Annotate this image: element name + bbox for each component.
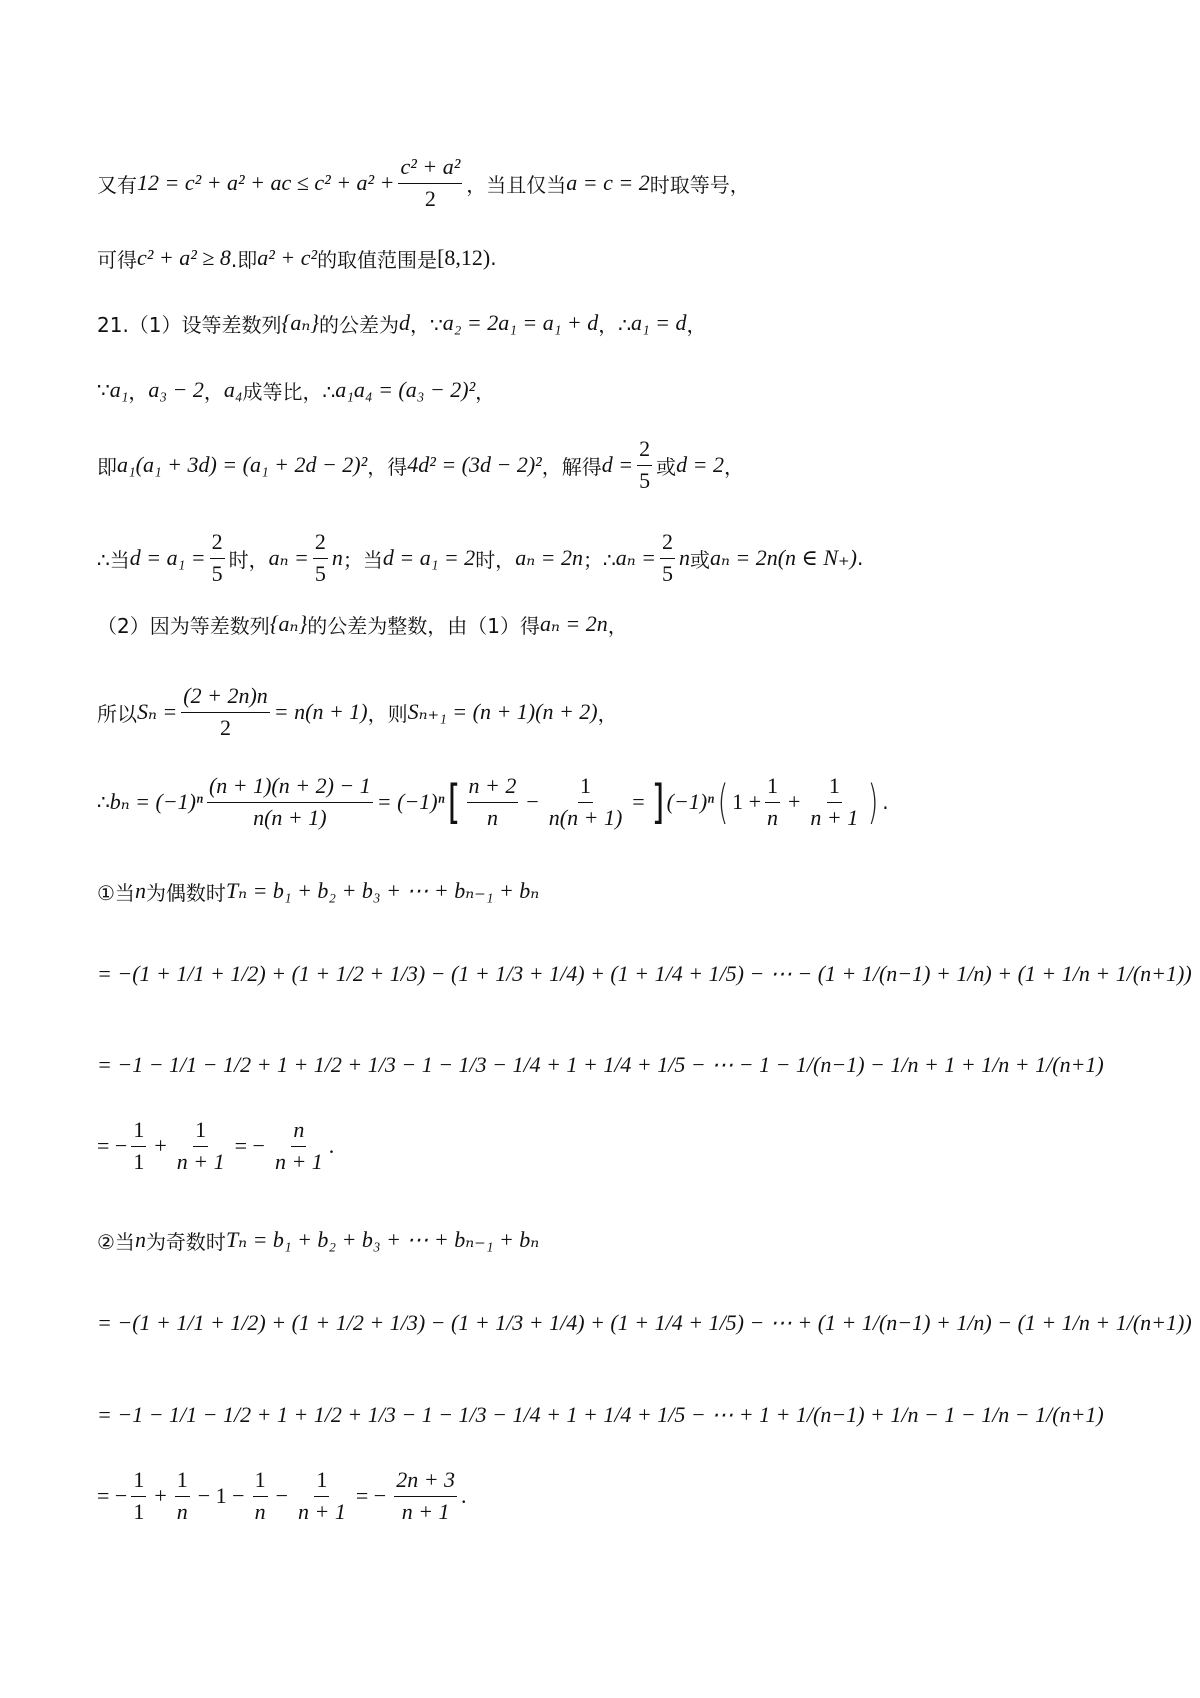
math: aₙ = 2n	[515, 545, 583, 570]
text: 所以	[97, 701, 137, 726]
denominator: 5	[661, 560, 673, 586]
fraction	[210, 530, 225, 585]
text: 的公差为整数，由（1）得	[307, 613, 540, 638]
math: −	[275, 1483, 288, 1508]
math: d = 2	[676, 452, 724, 477]
text: ②当	[97, 1229, 135, 1254]
right-bracket: ]	[651, 775, 664, 829]
line-2	[97, 221, 497, 295]
numerator: 1	[193, 1118, 208, 1146]
numerator: (2 + 2n)n	[181, 684, 270, 712]
numerator: 1	[131, 1118, 146, 1146]
denominator: n + 1	[274, 1148, 323, 1174]
math: d =	[601, 452, 634, 477]
fraction	[313, 530, 328, 585]
text: 或	[689, 547, 710, 572]
fraction	[398, 155, 462, 210]
math: a² + c²	[257, 245, 318, 270]
math: a₃ − 2	[148, 377, 204, 402]
text: ，	[203, 379, 224, 404]
line-16	[97, 1378, 1104, 1452]
math: a₂ = 2a₁ = a₁ + d	[442, 310, 599, 335]
math: Sₙ₊₁ = (n + 1)(n + 2)	[407, 699, 598, 724]
denominator: 2	[220, 714, 232, 740]
line-11	[97, 937, 1192, 1011]
math: = −	[234, 1133, 265, 1158]
math: bₙ = (−1)ⁿ	[109, 789, 203, 814]
text: 时，	[228, 547, 269, 572]
text: 为奇数时	[145, 1229, 226, 1254]
math: .	[461, 1483, 467, 1508]
denominator: n(n + 1)	[253, 804, 327, 830]
fraction	[273, 1118, 325, 1173]
fraction	[296, 1468, 348, 1523]
math: = −	[97, 1133, 128, 1158]
denominator: n	[766, 804, 778, 830]
math: = −	[355, 1483, 387, 1508]
numerator: 1	[314, 1468, 329, 1496]
denominator: n	[486, 804, 498, 830]
math: n	[134, 878, 146, 903]
fraction	[207, 774, 373, 829]
numerator: (n + 1)(n + 2) − 1	[207, 774, 373, 802]
numerator: n + 2	[467, 774, 519, 802]
text: ∴当	[97, 547, 130, 572]
math: n	[331, 545, 343, 570]
denominator: 1	[133, 1498, 145, 1524]
math: +	[787, 789, 801, 814]
text: 可得	[97, 247, 137, 272]
denominator: 5	[314, 560, 326, 586]
line-13	[97, 1109, 334, 1183]
math: aₙ =	[268, 545, 309, 570]
denominator: n + 1	[401, 1498, 450, 1524]
numerator: 2	[313, 530, 328, 558]
numerator: 1	[827, 774, 842, 802]
math: d = a₁ =	[129, 545, 206, 570]
math: = −(1 + 1/1 + 1/2) + (1 + 1/2 + 1/3) − (1 + 1/3 + 1/4) + (1 + 1/4 + 1/5) − ⋯ + (1 + 1/(n−1) + 1/n) − (1 + 1/n + 1/(n+1))	[97, 1310, 1192, 1335]
numerator: c² + a²	[398, 155, 462, 183]
math: .	[328, 1133, 335, 1158]
text: 时取等号，	[649, 172, 750, 197]
fraction	[131, 1118, 146, 1173]
fraction	[660, 530, 675, 585]
text: 又有	[97, 172, 137, 197]
text: ①当	[97, 880, 135, 905]
fraction	[131, 1468, 146, 1523]
line-1	[97, 146, 750, 220]
math: +	[154, 1483, 167, 1508]
denominator: 2	[424, 185, 436, 211]
text: ，	[607, 613, 628, 638]
denominator: n	[254, 1498, 266, 1524]
math: +	[154, 1133, 167, 1158]
text: .	[856, 546, 864, 570]
math: 12 = c² + a² + ac ≤ c² + a² +	[137, 170, 395, 195]
text: .	[490, 246, 497, 270]
denominator: n + 1	[810, 804, 859, 830]
line-7	[97, 587, 628, 661]
text: ∴	[97, 790, 110, 814]
denominator: 5	[639, 467, 651, 493]
math: a₄	[223, 377, 243, 402]
math: = (−1)ⁿ	[376, 789, 445, 814]
text: ，	[724, 454, 744, 479]
line-17	[97, 1459, 467, 1533]
math: Tₙ = b₁ + b₂ + b₃ + ⋯ + bₙ₋₁ + bₙ	[225, 878, 540, 903]
math: aₙ = 2n(n ∈ N₊)	[709, 545, 857, 570]
math: =	[632, 789, 645, 814]
text: ，则	[367, 701, 408, 726]
denominator: n + 1	[176, 1148, 225, 1174]
fraction	[547, 774, 625, 829]
text: ；当	[342, 547, 383, 572]
math: 4d² = (3d − 2)²	[407, 452, 542, 477]
math: − 1 −	[197, 1483, 245, 1508]
text: .即	[230, 247, 258, 272]
text: 21.（1）设等差数列	[97, 312, 282, 337]
left-bracket: [	[447, 775, 460, 829]
numerator: 2n + 3	[394, 1468, 457, 1496]
math: n	[678, 545, 690, 570]
text: ，∴	[598, 312, 631, 337]
math: = −	[97, 1483, 128, 1508]
text: ，	[686, 312, 707, 337]
math: = −1 − 1/1 − 1/2 + 1 + 1/2 + 1/3 − 1 − 1/3 − 1/4 + 1 + 1/4 + 1/5 − ⋯ − 1 − 1/(n−1) − 1/n + 1 + 1/n + 1/(n+1)	[97, 1052, 1104, 1077]
math: (−1)ⁿ	[666, 789, 715, 814]
numerator: 1	[253, 1468, 268, 1496]
math: c² + a² ≥ 8	[137, 245, 231, 270]
text: 的取值范围是	[317, 247, 438, 272]
denominator: n(n + 1)	[548, 804, 623, 830]
line-4	[97, 353, 495, 427]
text: ，	[128, 379, 149, 404]
numerator: 1	[175, 1468, 190, 1496]
math: Sₙ =	[137, 699, 178, 724]
math: a₁	[109, 377, 129, 402]
line-3	[97, 286, 707, 360]
text: 即	[97, 454, 117, 479]
text: .	[882, 790, 889, 814]
math: a = c = 2	[566, 170, 650, 195]
numerator: n	[291, 1118, 306, 1146]
fraction	[175, 1118, 227, 1173]
text: ∵	[97, 378, 110, 402]
text: 成等比，∴	[242, 379, 336, 404]
denominator: n	[176, 1498, 188, 1524]
fraction	[765, 774, 780, 829]
math: aₙ = 2n	[539, 611, 608, 636]
fraction	[181, 684, 270, 739]
text: ，解得	[541, 454, 602, 479]
text: 或	[656, 454, 677, 479]
math: aₙ =	[615, 545, 656, 570]
left-paren: (	[717, 775, 729, 829]
line-9	[97, 765, 889, 839]
fraction	[637, 437, 652, 492]
text: 时，	[475, 547, 516, 572]
line-12	[97, 1028, 1104, 1102]
line-14	[97, 1203, 539, 1277]
denominator: 1	[133, 1148, 145, 1174]
numerator: 2	[210, 530, 225, 558]
text: 的公差为	[319, 312, 400, 337]
text: 为偶数时	[145, 880, 226, 905]
text: （2）因为等差数列	[97, 613, 270, 638]
numerator: 1	[131, 1468, 146, 1496]
math: d = a₁ = 2	[382, 545, 476, 570]
math: {aₙ}	[281, 310, 320, 335]
line-5	[97, 428, 744, 502]
text: ，	[475, 379, 496, 404]
line-6	[97, 521, 863, 595]
math: −	[526, 789, 539, 814]
math: a₁a₄ = (a₃ − 2)²	[335, 377, 476, 402]
math: a₁(a₁ + 3d) = (a₁ + 2d − 2)²	[117, 452, 368, 477]
fraction	[808, 774, 860, 829]
line-8	[97, 675, 618, 749]
math: d	[399, 310, 411, 335]
numerator: 1	[578, 774, 593, 802]
text: ，∵	[410, 312, 443, 337]
denominator: n + 1	[298, 1498, 346, 1524]
line-10	[97, 854, 539, 928]
text: ，	[597, 701, 618, 726]
numerator: 2	[637, 437, 652, 465]
math: n	[134, 1227, 146, 1252]
math: 1 +	[732, 789, 761, 814]
text: ，得	[367, 454, 408, 479]
math: Tₙ = b₁ + b₂ + b₃ + ⋯ + bₙ₋₁ + bₙ	[225, 1227, 540, 1252]
right-paren: )	[867, 775, 879, 829]
math: = −1 − 1/1 − 1/2 + 1 + 1/2 + 1/3 − 1 − 1/3 − 1/4 + 1 + 1/4 + 1/5 − ⋯ + 1 + 1/(n−1) + 1/n − 1 − 1/n − 1/(n+1)	[97, 1402, 1104, 1427]
fraction	[175, 1468, 190, 1523]
text: ，当且仅当	[466, 172, 567, 197]
fraction	[394, 1468, 457, 1523]
math: [8,12)	[437, 245, 491, 270]
denominator: 5	[211, 560, 223, 586]
line-15	[97, 1286, 1192, 1360]
fraction	[253, 1468, 268, 1523]
math: = n(n + 1)	[273, 699, 368, 724]
fraction	[467, 774, 519, 829]
math: = −(1 + 1/1 + 1/2) + (1 + 1/2 + 1/3) − (1 + 1/3 + 1/4) + (1 + 1/4 + 1/5) − ⋯ − (1 + 1/(n−1) + 1/n) + (1 + 1/n + 1/(n+1))	[97, 961, 1192, 986]
text: ；∴	[582, 547, 616, 572]
numerator: 2	[660, 530, 675, 558]
math: {aₙ}	[269, 611, 308, 636]
math: a₁ = d	[631, 310, 687, 335]
numerator: 1	[765, 774, 780, 802]
